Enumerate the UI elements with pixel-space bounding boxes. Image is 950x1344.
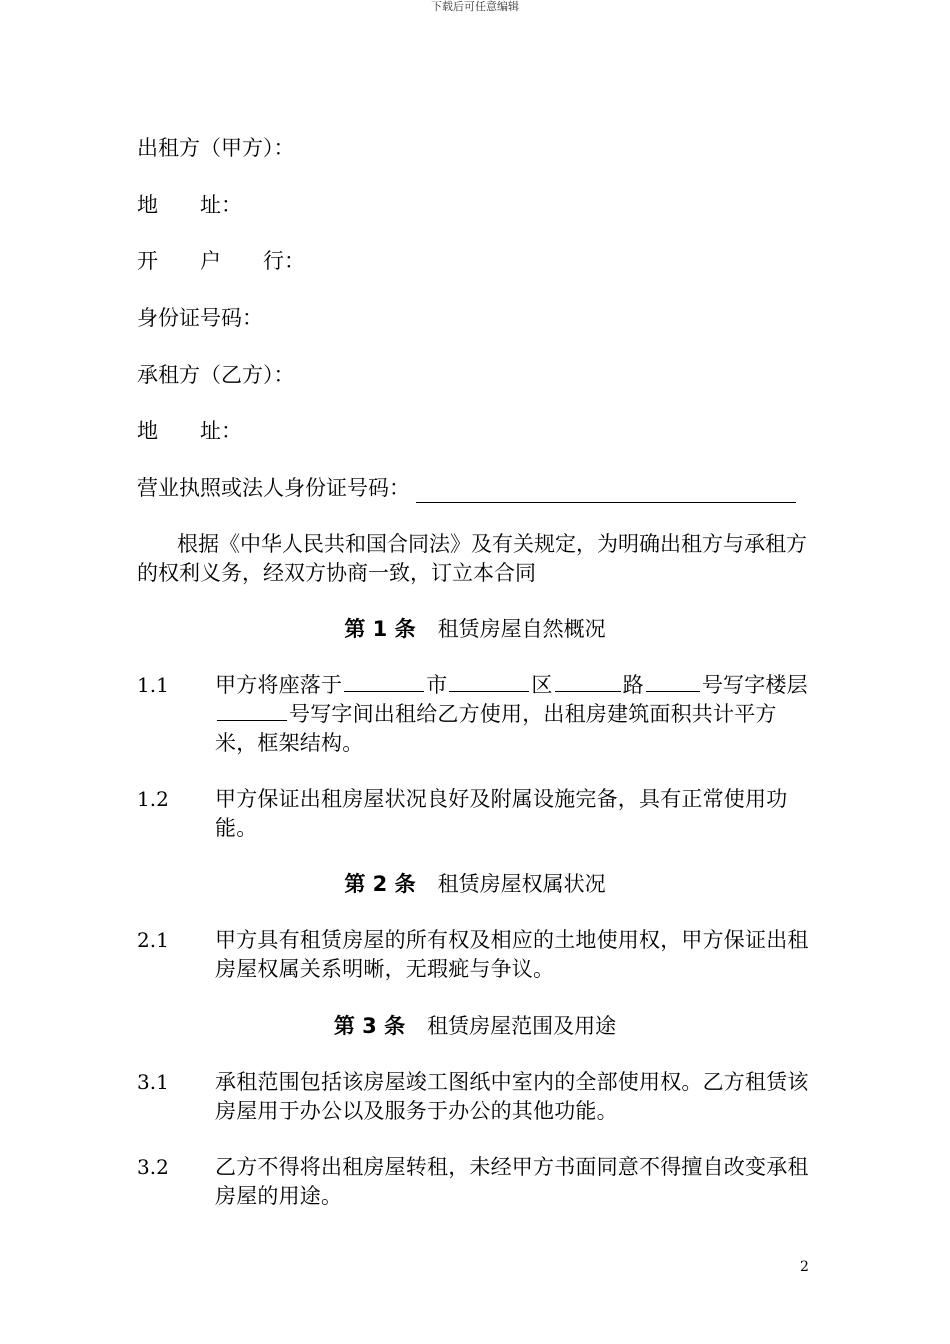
article-1-title: 租赁房屋自然概况 — [437, 617, 606, 641]
article-1-number: 第 1 条 — [344, 617, 416, 641]
header-note: 下载后可任意编辑 — [431, 0, 519, 13]
lessor-address-field: 地 址： — [137, 193, 242, 217]
floor-blank — [217, 700, 287, 721]
article-1-heading — [0, 614, 950, 644]
article-3-number: 第 3 条 — [333, 1014, 406, 1038]
lessee-address-field: 地 址： — [137, 419, 242, 443]
clause-text: 甲方将座落于 市 区 路 号写字楼层号写字间出租给乙方使用，出租房建筑面积共计平方米，框架结构。 — [215, 673, 808, 755]
intro-paragraph — [137, 530, 817, 588]
city-blank — [344, 671, 424, 692]
license-blank — [416, 480, 796, 503]
article-2-heading — [0, 869, 950, 899]
clause-number: 2.1 — [137, 928, 169, 952]
clause-number: 3.1 — [137, 1070, 169, 1094]
lessor-field: 出租方（甲方）： — [137, 136, 295, 160]
clause-text: 甲方保证出租房屋状况良好及附属设施完备，具有正常使用功能。 — [215, 787, 788, 840]
clause-text: 甲方具有租赁房屋的所有权及相应的土地使用权，甲方保证出租房屋权属关系明晰，无瑕疵与争议。 — [215, 928, 809, 981]
id-number-field: 身份证号码： — [137, 306, 263, 330]
clause-number: 1.1 — [137, 673, 169, 697]
article-2-title: 租赁房屋权属状况 — [437, 872, 606, 896]
article-3-heading — [0, 1011, 950, 1041]
article-2-number: 第 2 条 — [344, 872, 416, 896]
district-blank — [449, 671, 529, 692]
clause-text: 承租范围包括该房屋竣工图纸中室内的全部使用权。乙方租赁该房屋用于办公以及服务于办公的其他功能。 — [215, 1070, 809, 1123]
bank-field: 开 户 行： — [137, 249, 305, 273]
clause-number: 1.2 — [137, 787, 169, 811]
article-3-title: 租赁房屋范围及用途 — [427, 1014, 617, 1038]
building-number-blank — [646, 671, 700, 692]
page-number: 2 — [800, 1259, 809, 1275]
intro-text: 根据《中华人民共和国合同法》及有关规定，为明确出租方与承租方的权利义务，经双方协商一致，订立本合同 — [137, 532, 807, 585]
lessee-field: 承租方（乙方）： — [137, 363, 295, 387]
clause-text: 乙方不得将出租房屋转租，未经甲方书面同意不得擅自改变承租房屋的用途。 — [215, 1155, 809, 1208]
clause-number: 3.2 — [137, 1155, 169, 1179]
license-label: 营业执照或法人身份证号码： — [137, 476, 410, 500]
license-field — [137, 473, 796, 503]
road-blank — [555, 671, 621, 692]
